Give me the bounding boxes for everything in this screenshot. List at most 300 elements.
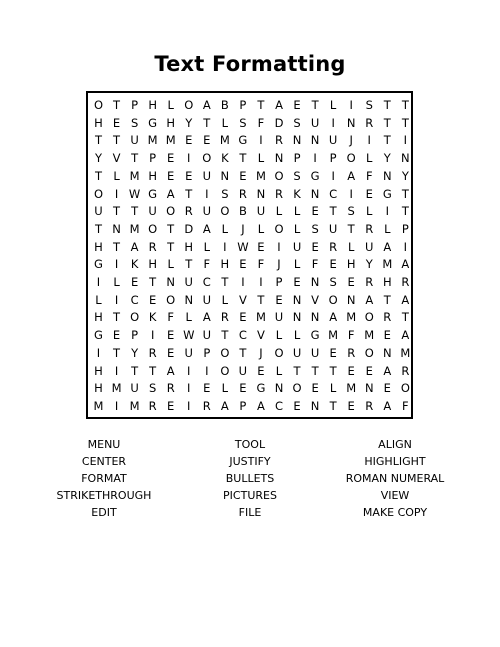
grid-letter[interactable]: U xyxy=(292,239,302,254)
grid-letter[interactable]: N xyxy=(382,168,392,183)
grid-letter[interactable]: G xyxy=(148,115,158,130)
grid-letter[interactable]: M xyxy=(400,345,411,360)
grid-letter[interactable]: E xyxy=(275,292,283,307)
grid-letter[interactable]: N xyxy=(166,275,175,289)
grid-letter[interactable]: T xyxy=(113,345,121,360)
grid-letter[interactable]: M xyxy=(129,168,140,183)
grid-letter[interactable]: A xyxy=(329,310,338,325)
grid-letter[interactable]: M xyxy=(382,257,393,272)
grid-letter[interactable]: S xyxy=(365,98,373,112)
grid-letter[interactable]: F xyxy=(311,257,319,272)
grid-letter[interactable]: R xyxy=(329,239,338,254)
grid-letter[interactable]: E xyxy=(311,381,319,396)
grid-letter[interactable]: U xyxy=(202,292,211,307)
grid-letter[interactable]: I xyxy=(114,363,119,378)
grid-letter[interactable]: S xyxy=(329,275,337,289)
grid-letter[interactable]: N xyxy=(401,151,410,166)
grid-letter[interactable]: T xyxy=(94,221,103,236)
grid-letter[interactable]: A xyxy=(202,98,211,112)
grid-letter[interactable]: P xyxy=(329,151,337,166)
grid-letter[interactable]: A xyxy=(383,239,392,254)
grid-letter[interactable]: Y xyxy=(401,168,409,183)
grid-letter[interactable]: R xyxy=(365,398,374,413)
grid-letter[interactable]: A xyxy=(401,292,410,307)
grid-letter[interactable]: U xyxy=(256,204,266,219)
grid-letter[interactable]: E xyxy=(257,363,265,378)
grid-letter[interactable]: E xyxy=(293,275,301,289)
grid-letter[interactable]: E xyxy=(347,398,355,413)
grid-letter[interactable]: J xyxy=(241,221,245,236)
grid-letter[interactable]: G xyxy=(310,328,320,343)
grid-letter[interactable]: R xyxy=(148,398,157,413)
grid-letter[interactable]: C xyxy=(274,398,284,413)
grid-letter[interactable]: P xyxy=(239,398,247,413)
grid-letter[interactable]: O xyxy=(220,204,230,219)
grid-letter[interactable]: E xyxy=(347,363,355,378)
grid-letter[interactable]: P xyxy=(203,345,211,360)
grid-letter[interactable]: U xyxy=(184,275,193,289)
grid-letter[interactable]: K xyxy=(148,310,157,325)
grid-letter[interactable]: O xyxy=(274,345,284,360)
grid-letter[interactable]: I xyxy=(385,204,389,219)
grid-letter[interactable]: T xyxy=(383,98,391,112)
grid-letter[interactable]: L xyxy=(293,328,301,343)
grid-letter[interactable]: A xyxy=(401,257,410,272)
grid-letter[interactable]: R xyxy=(347,345,356,360)
grid-letter[interactable]: E xyxy=(167,328,175,343)
grid-letter[interactable]: I xyxy=(403,239,408,254)
grid-letter[interactable]: S xyxy=(239,115,247,130)
grid-letter[interactable]: M xyxy=(346,381,357,396)
grid-letter[interactable]: H xyxy=(346,257,356,272)
grid-letter[interactable]: P xyxy=(149,151,157,166)
grid-letter[interactable]: R xyxy=(238,186,247,201)
grid-letter[interactable]: E xyxy=(383,381,391,396)
grid-letter[interactable]: T xyxy=(131,204,139,219)
grid-letter[interactable]: E xyxy=(293,398,301,413)
grid-letter[interactable]: T xyxy=(113,310,121,325)
grid-letter[interactable]: L xyxy=(221,292,229,307)
grid-letter[interactable]: M xyxy=(147,133,158,148)
grid-letter[interactable]: H xyxy=(166,115,176,130)
grid-letter[interactable]: F xyxy=(402,398,409,413)
grid-letter[interactable]: P xyxy=(131,328,139,343)
grid-letter[interactable]: T xyxy=(239,345,247,360)
grid-letter[interactable]: U xyxy=(310,115,320,130)
grid-letter[interactable]: U xyxy=(292,345,302,360)
grid-letter[interactable]: N xyxy=(310,133,320,148)
grid-letter[interactable]: C xyxy=(130,292,139,307)
grid-letter[interactable]: T xyxy=(329,204,337,219)
grid-letter[interactable]: H xyxy=(382,275,392,289)
grid-letter[interactable]: T xyxy=(185,186,193,201)
grid-letter[interactable]: N xyxy=(346,292,356,307)
grid-letter[interactable]: R xyxy=(166,381,175,396)
grid-letter[interactable]: S xyxy=(148,381,157,396)
grid-letter[interactable]: N xyxy=(310,186,320,201)
grid-letter[interactable]: O xyxy=(184,98,194,112)
grid-letter[interactable]: A xyxy=(347,168,356,183)
grid-letter[interactable]: R xyxy=(220,310,229,325)
grid-letter[interactable]: T xyxy=(401,115,409,130)
grid-letter[interactable]: Y xyxy=(365,257,373,272)
grid-letter[interactable]: S xyxy=(221,186,229,201)
grid-letter[interactable]: R xyxy=(383,310,392,325)
grid-letter[interactable]: T xyxy=(329,398,337,413)
grid-letter[interactable]: A xyxy=(166,363,175,378)
grid-letter[interactable]: N xyxy=(310,275,320,289)
grid-letter[interactable]: E xyxy=(203,133,211,148)
grid-letter[interactable]: L xyxy=(293,204,301,219)
grid-letter[interactable]: L xyxy=(221,221,229,236)
grid-letter[interactable]: T xyxy=(185,257,193,272)
grid-letter[interactable]: S xyxy=(311,221,319,236)
grid-letter[interactable]: T xyxy=(221,328,229,343)
grid-letter[interactable]: I xyxy=(150,328,155,343)
grid-letter[interactable]: V xyxy=(257,328,265,343)
grid-letter[interactable]: E xyxy=(185,133,193,148)
grid-letter[interactable]: F xyxy=(167,310,174,325)
grid-letter[interactable]: E xyxy=(365,186,373,201)
grid-letter[interactable]: I xyxy=(114,257,119,272)
grid-letter[interactable]: J xyxy=(349,133,353,148)
grid-letter[interactable]: T xyxy=(203,115,211,130)
grid-letter[interactable]: T xyxy=(113,204,121,219)
grid-letter[interactable]: T xyxy=(401,186,409,201)
grid-letter[interactable]: O xyxy=(346,151,356,166)
grid-letter[interactable]: U xyxy=(310,345,320,360)
grid-letter[interactable]: I xyxy=(331,115,335,130)
grid-letter[interactable]: H xyxy=(148,257,157,272)
grid-letter[interactable]: I xyxy=(187,151,191,166)
grid-letter[interactable]: O xyxy=(364,310,374,325)
grid-letter[interactable]: L xyxy=(347,239,355,254)
grid-letter[interactable]: L xyxy=(221,381,229,396)
grid-letter[interactable]: G xyxy=(382,186,392,201)
grid-letter[interactable]: U xyxy=(130,381,139,396)
grid-letter[interactable]: U xyxy=(328,133,338,148)
grid-letter[interactable]: O xyxy=(148,221,158,236)
grid-letter[interactable]: E xyxy=(112,328,121,343)
grid-letter[interactable]: T xyxy=(401,204,409,219)
grid-letter[interactable]: R xyxy=(401,275,410,289)
grid-letter[interactable]: E xyxy=(239,168,247,183)
grid-letter[interactable]: I xyxy=(367,133,371,148)
grid-letter[interactable]: L xyxy=(185,310,192,325)
grid-letter[interactable]: N xyxy=(292,133,302,148)
grid-letter[interactable]: E xyxy=(167,398,175,413)
grid-letter[interactable]: B xyxy=(238,204,247,219)
grid-letter[interactable]: I xyxy=(403,133,408,148)
grid-letter[interactable]: L xyxy=(113,275,120,289)
grid-letter[interactable]: T xyxy=(94,168,103,183)
grid-letter[interactable]: E xyxy=(347,275,355,289)
grid-letter[interactable]: V xyxy=(112,151,121,166)
grid-letter[interactable]: I xyxy=(187,398,191,413)
grid-letter[interactable]: Y xyxy=(383,151,391,166)
grid-letter[interactable]: N xyxy=(256,186,266,201)
grid-letter[interactable]: N xyxy=(310,398,320,413)
grid-letter[interactable]: W xyxy=(128,186,141,201)
grid-letter[interactable]: M xyxy=(165,133,176,148)
grid-letter[interactable]: G xyxy=(238,133,248,148)
grid-letter[interactable]: N xyxy=(346,115,356,130)
grid-letter[interactable]: K xyxy=(130,257,139,272)
grid-letter[interactable]: B xyxy=(220,98,229,112)
grid-letter[interactable]: V xyxy=(238,292,247,307)
grid-letter[interactable]: O xyxy=(364,345,374,360)
grid-letter[interactable]: R xyxy=(401,363,410,378)
grid-letter[interactable]: O xyxy=(220,345,230,360)
grid-letter[interactable]: S xyxy=(347,204,355,219)
grid-letter[interactable]: T xyxy=(383,133,391,148)
grid-letter[interactable]: A xyxy=(383,363,392,378)
grid-letter[interactable]: T xyxy=(383,115,391,130)
grid-letter[interactable]: I xyxy=(331,168,335,183)
grid-letter[interactable]: Y xyxy=(185,115,193,130)
grid-letter[interactable]: T xyxy=(149,363,157,378)
grid-letter[interactable]: I xyxy=(114,186,119,201)
grid-letter[interactable]: O xyxy=(166,292,176,307)
grid-letter[interactable]: N xyxy=(274,151,284,166)
grid-letter[interactable]: E xyxy=(239,310,247,325)
grid-letter[interactable]: O xyxy=(328,292,338,307)
grid-letter[interactable]: T xyxy=(311,363,319,378)
grid-letter[interactable]: R xyxy=(275,133,283,148)
grid-letter[interactable]: M xyxy=(255,310,266,325)
grid-letter[interactable]: C xyxy=(238,328,247,343)
grid-letter[interactable]: I xyxy=(241,275,245,289)
grid-letter[interactable]: L xyxy=(275,328,283,343)
grid-letter[interactable]: U xyxy=(202,168,211,183)
grid-letter[interactable]: I xyxy=(349,98,353,112)
grid-letter[interactable]: L xyxy=(366,151,373,166)
grid-letter[interactable]: N xyxy=(184,292,194,307)
grid-letter[interactable]: N xyxy=(382,345,392,360)
grid-letter[interactable]: A xyxy=(383,398,392,413)
grid-letter[interactable]: T xyxy=(293,363,301,378)
grid-letter[interactable]: L xyxy=(221,115,229,130)
grid-letter[interactable]: L xyxy=(167,257,174,272)
grid-letter[interactable]: A xyxy=(130,239,139,254)
grid-letter[interactable]: I xyxy=(223,239,227,254)
grid-letter[interactable]: G xyxy=(94,257,103,272)
grid-letter[interactable]: K xyxy=(293,186,301,201)
grid-letter[interactable]: O xyxy=(93,186,104,201)
grid-letter[interactable]: R xyxy=(365,221,374,236)
grid-letter[interactable]: T xyxy=(113,239,121,254)
grid-letter[interactable]: O xyxy=(93,98,104,112)
grid-letter[interactable]: L xyxy=(329,381,337,396)
grid-letter[interactable]: R xyxy=(184,204,193,219)
grid-letter[interactable]: F xyxy=(365,168,373,183)
grid-letter[interactable]: N xyxy=(310,310,320,325)
grid-letter[interactable]: I xyxy=(96,275,101,289)
grid-letter[interactable]: E xyxy=(383,328,391,343)
grid-letter[interactable]: L xyxy=(257,151,265,166)
grid-letter[interactable]: M xyxy=(255,168,266,183)
grid-letter[interactable]: E xyxy=(239,381,247,396)
grid-letter[interactable]: H xyxy=(220,257,230,272)
grid-letter[interactable]: L xyxy=(366,204,373,219)
grid-letter[interactable]: E xyxy=(311,239,319,254)
grid-letter[interactable]: H xyxy=(94,115,103,130)
grid-letter[interactable]: L xyxy=(384,221,391,236)
grid-letter[interactable]: A xyxy=(275,98,283,112)
grid-letter[interactable]: T xyxy=(239,151,247,166)
grid-letter[interactable]: O xyxy=(220,363,230,378)
grid-letter[interactable]: M xyxy=(346,310,357,325)
grid-letter[interactable]: O xyxy=(130,310,140,325)
grid-letter[interactable]: E xyxy=(167,168,175,183)
grid-letter[interactable]: T xyxy=(347,221,355,236)
grid-letter[interactable]: T xyxy=(257,98,265,112)
grid-letter[interactable]: N xyxy=(292,292,302,307)
grid-letter[interactable]: U xyxy=(274,310,284,325)
grid-letter[interactable]: T xyxy=(221,275,229,289)
grid-letter[interactable]: N xyxy=(274,381,284,396)
grid-letter[interactable]: J xyxy=(259,345,263,360)
grid-letter[interactable]: I xyxy=(349,186,353,201)
grid-letter[interactable]: T xyxy=(401,98,409,112)
grid-letter[interactable]: M xyxy=(93,398,104,413)
grid-letter[interactable]: H xyxy=(148,168,157,183)
grid-letter[interactable]: E xyxy=(239,257,247,272)
grid-letter[interactable]: E xyxy=(203,381,211,396)
grid-letter[interactable]: W xyxy=(237,239,249,254)
grid-letter[interactable]: G xyxy=(256,381,266,396)
grid-letter[interactable]: T xyxy=(311,98,319,112)
grid-letter[interactable]: N xyxy=(364,381,374,396)
grid-letter[interactable]: G xyxy=(310,168,320,183)
grid-letter[interactable]: E xyxy=(293,98,301,112)
grid-letter[interactable]: U xyxy=(365,239,374,254)
grid-letter[interactable]: E xyxy=(329,257,337,272)
grid-letter[interactable]: I xyxy=(114,398,119,413)
grid-letter[interactable]: A xyxy=(401,328,410,343)
grid-letter[interactable]: S xyxy=(293,168,301,183)
grid-letter[interactable]: T xyxy=(167,239,175,254)
grid-letter[interactable]: L xyxy=(293,257,301,272)
grid-letter[interactable]: L xyxy=(203,239,210,254)
grid-letter[interactable]: O xyxy=(400,381,410,396)
grid-letter[interactable]: E xyxy=(365,363,373,378)
grid-letter[interactable]: P xyxy=(275,275,283,289)
grid-letter[interactable]: I xyxy=(313,151,317,166)
grid-letter[interactable]: E xyxy=(185,168,193,183)
grid-letter[interactable]: I xyxy=(205,363,209,378)
grid-letter[interactable]: U xyxy=(130,133,139,148)
grid-letter[interactable]: N xyxy=(292,310,302,325)
grid-letter[interactable]: T xyxy=(131,151,139,166)
grid-letter[interactable]: M xyxy=(129,398,140,413)
grid-letter[interactable]: E xyxy=(311,204,319,219)
grid-letter[interactable]: R xyxy=(365,115,374,130)
grid-letter[interactable]: S xyxy=(293,115,301,130)
grid-letter[interactable]: F xyxy=(257,257,265,272)
grid-letter[interactable]: V xyxy=(311,292,320,307)
grid-letter[interactable]: A xyxy=(220,398,229,413)
grid-letter[interactable]: M xyxy=(111,381,122,396)
grid-letter[interactable]: T xyxy=(167,221,175,236)
grid-letter[interactable]: F xyxy=(203,257,211,272)
grid-letter[interactable]: E xyxy=(130,275,139,289)
grid-letter[interactable]: G xyxy=(94,328,103,343)
grid-letter[interactable]: O xyxy=(274,221,284,236)
grid-letter[interactable]: I xyxy=(277,239,281,254)
grid-letter[interactable]: L xyxy=(257,221,265,236)
grid-letter[interactable]: L xyxy=(275,204,283,219)
grid-letter[interactable]: C xyxy=(202,275,211,289)
grid-letter[interactable]: F xyxy=(347,328,355,343)
grid-letter[interactable]: R xyxy=(148,239,157,254)
grid-letter[interactable]: M xyxy=(328,328,339,343)
grid-letter[interactable]: L xyxy=(329,98,337,112)
grid-letter[interactable]: O xyxy=(166,204,176,219)
grid-letter[interactable]: N xyxy=(112,221,121,236)
grid-letter[interactable]: R xyxy=(275,186,283,201)
grid-letter[interactable]: A xyxy=(166,186,175,201)
grid-letter[interactable]: D xyxy=(274,115,284,130)
grid-letter[interactable]: S xyxy=(130,115,139,130)
grid-letter[interactable]: P xyxy=(401,221,409,236)
grid-letter[interactable]: T xyxy=(113,98,121,112)
grid-letter[interactable]: T xyxy=(131,363,139,378)
grid-letter[interactable]: P xyxy=(293,151,301,166)
grid-letter[interactable]: L xyxy=(113,168,120,183)
grid-letter[interactable]: M xyxy=(364,328,375,343)
grid-letter[interactable]: T xyxy=(149,275,157,289)
grid-letter[interactable]: R xyxy=(148,345,157,360)
grid-letter[interactable]: I xyxy=(259,275,263,289)
grid-letter[interactable]: I xyxy=(96,345,101,360)
grid-letter[interactable]: I xyxy=(187,363,191,378)
grid-letter[interactable]: E xyxy=(149,292,157,307)
grid-letter[interactable]: T xyxy=(257,292,265,307)
grid-letter[interactable]: L xyxy=(95,292,102,307)
grid-letter[interactable]: T xyxy=(94,133,103,148)
grid-letter[interactable]: M xyxy=(219,133,230,148)
grid-letter[interactable]: T xyxy=(329,363,337,378)
grid-letter[interactable]: F xyxy=(257,115,265,130)
grid-letter[interactable]: E xyxy=(167,151,175,166)
grid-letter[interactable]: R xyxy=(365,275,374,289)
grid-letter[interactable]: H xyxy=(94,381,103,396)
grid-letter[interactable]: U xyxy=(238,363,248,378)
grid-letter[interactable]: P xyxy=(239,98,247,112)
grid-letter[interactable]: L xyxy=(293,221,301,236)
grid-letter[interactable]: O xyxy=(202,151,212,166)
grid-letter[interactable]: E xyxy=(329,345,337,360)
grid-letter[interactable]: U xyxy=(328,221,338,236)
grid-letter[interactable]: E xyxy=(257,239,265,254)
grid-letter[interactable]: U xyxy=(148,204,157,219)
grid-letter[interactable]: C xyxy=(329,186,338,201)
grid-letter[interactable]: W xyxy=(183,328,195,343)
grid-letter[interactable]: D xyxy=(184,221,194,236)
grid-letter[interactable]: A xyxy=(202,221,211,236)
grid-letter[interactable]: Y xyxy=(94,151,103,166)
grid-letter[interactable]: G xyxy=(148,186,158,201)
grid-letter[interactable]: I xyxy=(205,186,209,201)
grid-letter[interactable]: O xyxy=(274,168,284,183)
grid-letter[interactable]: K xyxy=(221,151,229,166)
grid-letter[interactable]: H xyxy=(148,98,157,112)
grid-letter[interactable]: E xyxy=(112,115,121,130)
grid-letter[interactable]: U xyxy=(94,204,103,219)
grid-letter[interactable]: P xyxy=(131,98,139,112)
grid-letter[interactable]: A xyxy=(257,398,265,413)
